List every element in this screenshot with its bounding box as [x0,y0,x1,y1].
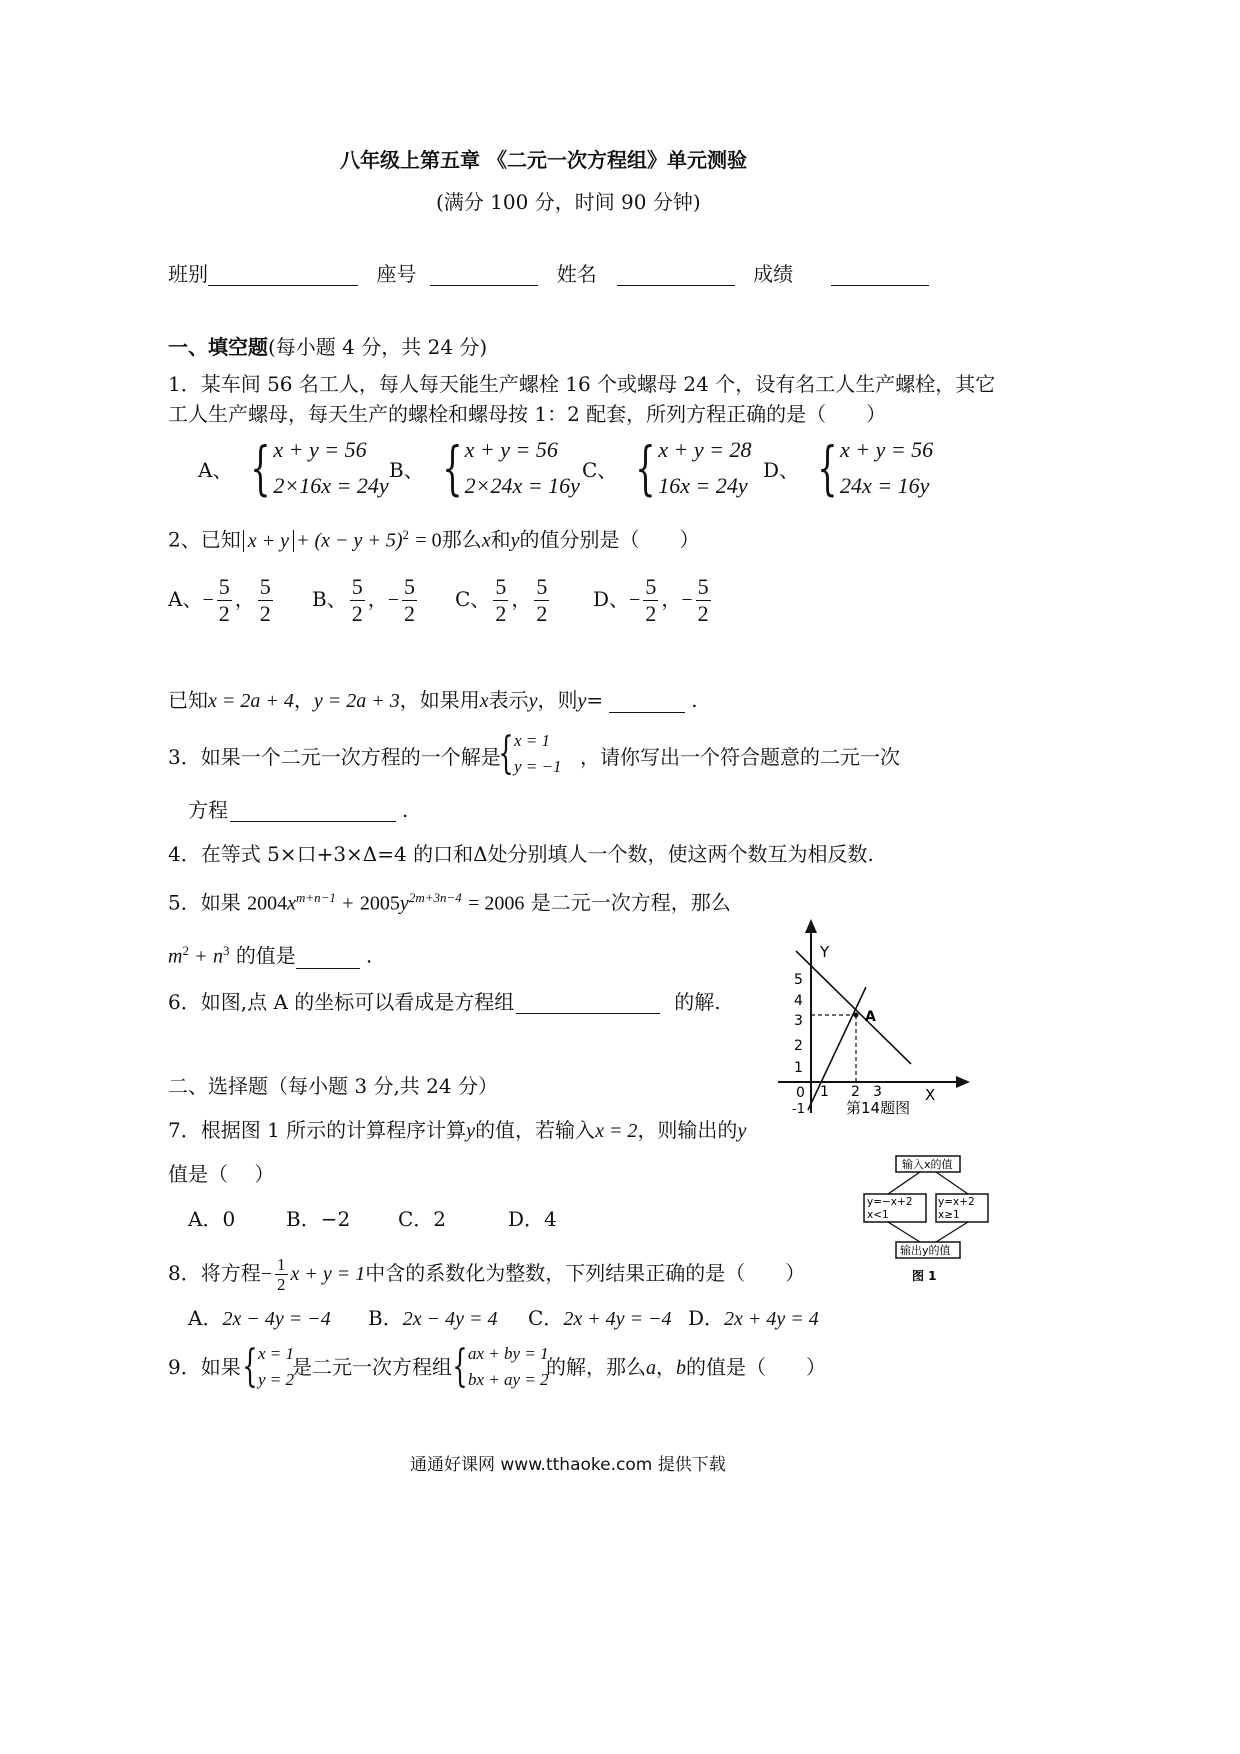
flowchart-output-label: 输出y的值 [900,1244,951,1257]
q9-mid: 是二元一次方程组 [292,1355,452,1379]
q7-option-c[interactable]: C．2 [398,1207,447,1231]
graph-point-a [854,1013,859,1018]
field-name-blank[interactable] [617,265,735,286]
graph-y-tick-5: 5 [794,972,803,988]
graph-x-tick-3: 3 [873,1084,882,1100]
graph-x-tick-1: 1 [820,1084,829,1100]
graph-y-tick-2: 2 [794,1038,803,1054]
q3-suffix: ，请你写出一个符合题意的二元一次 [580,745,900,769]
q2-option-b[interactable]: B、 $\frac{5}{2}$ ，− $\frac{5}{2}$ [312,574,415,626]
q2b-stem: 已知x = 2a + 4，y = 2a + 3，如果用x表示y，则y= . [168,688,698,712]
graph-origin-label: 0 [796,1085,805,1101]
q9-equation-system: { ax + by = 1 bx + ay = 2 [452,1341,549,1392]
q4-text: 4．在等式 5×口+3×Δ=4 的口和Δ处分别填人一个数，使这两个数互为相反数. [168,842,874,866]
field-score-blank[interactable] [831,265,929,286]
q5-stem: 5．如果 $2004x^{m+n-1} + 2005y^{2m+3n-4} = 2006$ 是二元一次方程，那么 [168,890,731,915]
q5-answer-blank[interactable] [296,948,360,969]
q9-solution-system: { x = 1 y = 2 [242,1341,295,1392]
graph-caption: 第14题图 [846,1099,911,1117]
q3-line2: 方程 . [188,798,409,822]
page-title: 八年级上第五章 《二元一次方程组》单元测验 [340,148,747,172]
graph-y-tick-1: 1 [794,1060,803,1076]
graph-y-tick-4: 4 [794,993,803,1009]
field-class-label: 班别 [168,262,208,286]
section1-heading: 一、填空题(每小题 4 分，共 24 分) [168,335,488,359]
q1-option-d[interactable]: D、 { x + y = 56 24x = 16y [763,434,934,502]
q1-option-c[interactable]: C、 { x + y = 28 16x = 24y [582,434,752,502]
field-class-blank[interactable] [208,265,358,286]
q7-option-b[interactable]: B．−2 [286,1207,351,1231]
section2-heading: 二、选择题（每小题 3 分,共 24 分） [168,1074,498,1098]
q2-option-d[interactable]: D、− $\frac{5}{2}$ ，− $\frac{5}{2}$ [593,574,709,626]
q1-option-b[interactable]: B、 { x + y = 56 2×24x = 16y [389,434,580,502]
flowchart-figure [858,1150,998,1290]
graph-x-axis-label: X [925,1086,936,1104]
q2-option-c[interactable]: C、 $\frac{5}{2}$ ， $\frac{5}{2}$ [455,574,548,626]
graph-y-axis-label: Y [820,943,830,961]
field-seat-blank[interactable] [430,265,538,286]
graph-line-decreasing [796,951,911,1064]
graph-figure [770,915,980,1125]
graph-y-tick-3: 3 [794,1013,803,1029]
graph-point-a-label: A [865,1009,876,1025]
flowchart-left-condition: x<1 [867,1209,889,1221]
q3-solution-system: { x = 1 y = −1 [498,728,562,779]
q2-stem: 2、已知 $x + y + (x - y + 5)^2 = 0$那么x和y的值分别是（ ） [168,527,700,552]
field-score-label: 成绩 [753,262,794,286]
graph-x-tick-2: 2 [851,1084,860,1100]
page-footer: 通通好课网 www.tthaoke.com 提供下载 [410,1455,726,1475]
q5-line2: $m^2 + n^3$ 的值是 . [168,943,373,968]
graph-neg-one-label: -1 [792,1102,805,1117]
q8-option-a[interactable]: A．2x − 4y = −4 [188,1306,331,1330]
q8-stem: 8．将方程− $\frac{1}{2}$ x + y = 1中含的系数化为整数，下列结果正确的是（ ） [168,1255,806,1294]
q9-prefix: 9．如果 [168,1355,241,1379]
page-subtitle: (满分 100 分，时间 90 分钟) [436,190,701,214]
field-name-label: 姓名 [556,262,597,286]
flowchart-caption: 图 1 [912,1269,937,1283]
q3-answer-blank[interactable] [230,801,396,822]
q8-option-b[interactable]: B．2x − 4y = 4 [368,1306,498,1330]
info-row [168,262,935,286]
q7-stem: 7．根据图 1 所示的计算程序计算y的值，若输入x = 2，则输出的y [168,1118,747,1142]
q7-option-a[interactable]: A．0 [188,1207,236,1231]
q1-line2: 工人生产螺母，每天生产的螺栓和螺母按 1：2 配套，所列方程正确的是（ ） [168,402,887,426]
q6-answer-blank[interactable] [516,993,660,1014]
q2b-answer-blank[interactable] [609,692,685,713]
field-seat-label: 座号 [376,262,417,286]
q1-line1: 1．某车间 56 名工人，每人每天能生产螺栓 16 个或螺母 24 个，设有名工人生产螺栓，其它 [168,372,996,396]
q9-suffix: 的解，那么a，b的值是（ ） [546,1355,826,1379]
q8-option-d[interactable]: D．2x + 4y = 4 [688,1306,819,1330]
flowchart-right-formula: y=x+2 [938,1196,975,1208]
q2-option-a[interactable]: A、− $\frac{5}{2}$ ， $\frac{5}{2}$ [168,574,271,626]
q1-option-a[interactable]: A、 { x + y = 56 2×16x = 24y [198,434,389,502]
q8-option-c[interactable]: C．2x + 4y = −4 [528,1306,672,1330]
flowchart-right-condition: x≥1 [938,1209,960,1221]
q7-option-d[interactable]: D．4 [508,1207,557,1231]
flowchart-left-formula: y=−x+2 [867,1196,913,1208]
flowchart-input-label: 输入x的值 [902,1158,953,1171]
q3-prefix: 3．如果一个二元一次方程的一个解是 [168,745,501,769]
q6-text: 6．如图,点 A 的坐标可以看成是方程组 的解. [168,990,721,1014]
q7-line2: 值是（ ） [168,1162,275,1186]
